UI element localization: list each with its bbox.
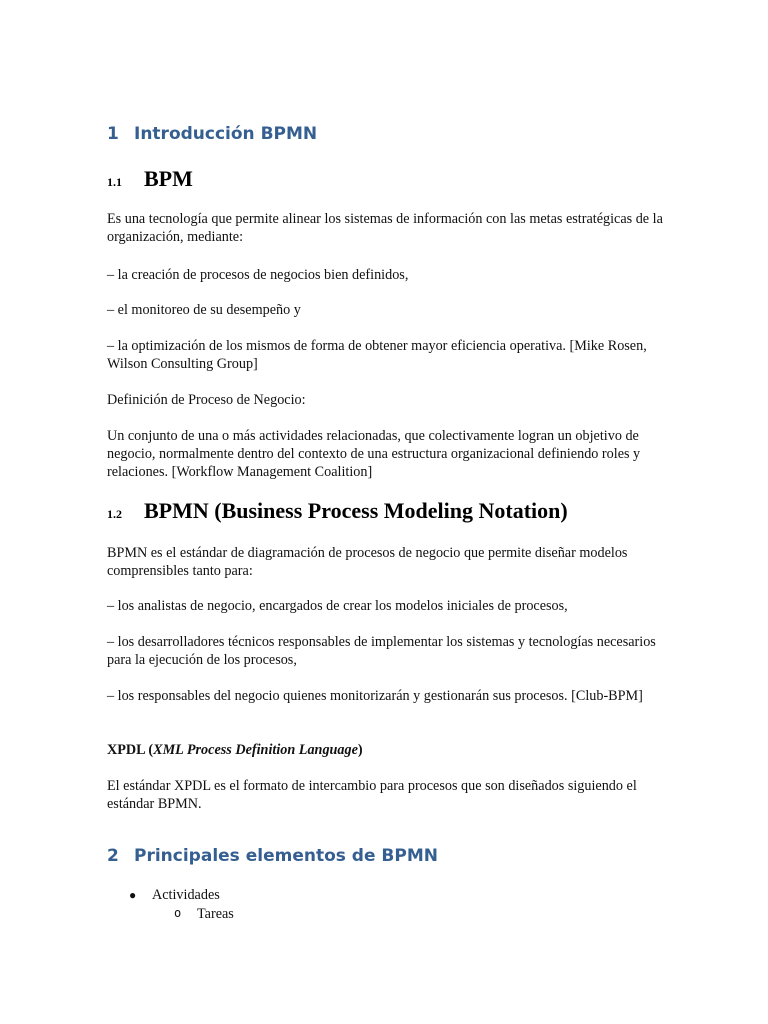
heading-introduccion-bpmn [107,124,317,144]
paragraph-bpm-item-1: – la creación de procesos de negocios bien definidos, [107,267,409,283]
paragraph-xpdl-text: El estándar XPDL es el formato de intercambio para procesos que son diseñados siguiendo el estándar BPMN. [107,778,637,812]
heading-number: 1.2 [107,507,122,521]
paragraph-definicion-label: Definición de Proceso de Negocio: [107,392,306,408]
heading-bpm [107,166,193,192]
paragraph-bpm-intro: Es una tecnología que permite alinear los sistemas de información con las metas estratégicas de la organización, mediante: [107,211,663,245]
xpdl-heading-suffix: ) [357,742,363,758]
heading-title: BPMN (Business Process Modeling Notation) [144,498,568,523]
paragraph-definicion-text: Un conjunto de una o más actividades relacionadas, que colectivamente logran un objetivo de negocio, normalmente dentro del contexto de una estructura organizacional definiendo roles y relaciones. [Workflow Management Coalition] [107,428,641,480]
paragraph-bpm-item-3: – la optimización de los mismos de forma de obtener mayor eficiencia operativa. [Mike Rosen, Wilson Consulting Group] [107,338,647,372]
xpdl-heading [107,741,667,759]
list-item [107,886,667,905]
paragraph-bpmn-item-1: – los analistas de negocio, encargados de crear los modelos iniciales de procesos, [107,598,568,614]
paragraph-bpmn-item-2: – los desarrolladores técnicos responsables de implementar los sistemas y tecnologías necesarios para la ejecución de los procesos, [107,634,656,668]
heading-bpmn [107,498,568,524]
sub-bullet-icon: o [174,906,182,920]
list-item-label: Tareas [197,906,234,922]
xpdl-heading-prefix: XPDL ( [107,742,154,758]
paragraph-bpmn-item-3: – los responsables del negocio quienes monitorizarán y gestionarán sus procesos. [Club-BPM] [107,688,643,704]
elements-list [107,886,667,924]
heading-title: Introducción BPMN [134,124,318,144]
list-item [107,905,667,924]
heading-title: Principales elementos de BPMN [134,846,438,866]
paragraph-bpm-item-2: – el monitoreo de su desempeño y [107,302,301,318]
xpdl-heading-italic: XML Process Definition Language [153,742,358,758]
bullet-icon: ● [129,888,137,902]
heading-principales-elementos [107,846,438,866]
heading-number: 1.1 [107,175,122,189]
heading-number: 1 [107,124,119,144]
heading-title: BPM [144,166,193,191]
list-item-label: Actividades [152,887,220,903]
paragraph-bpmn-intro: BPMN es el estándar de diagramación de procesos de negocio que permite diseñar modelos comprensibles tanto para: [107,545,628,579]
heading-number: 2 [107,846,119,866]
